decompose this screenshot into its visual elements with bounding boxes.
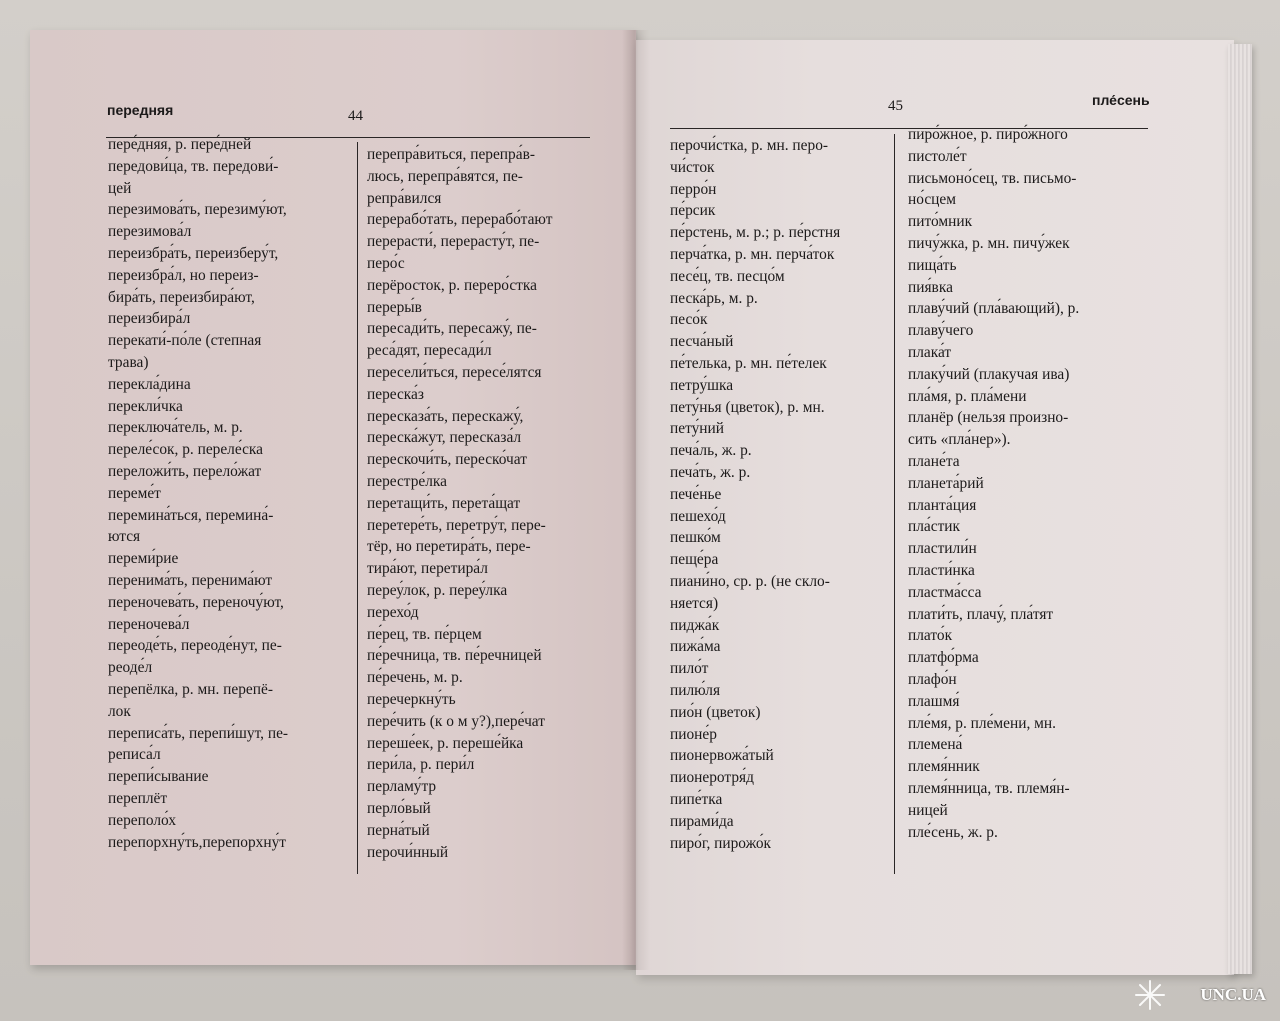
dictionary-line: перезимова́л: [108, 223, 192, 241]
dictionary-line: перепёлка, р. мн. перепё-: [108, 680, 273, 698]
dictionary-line: перо́с: [367, 254, 405, 272]
dictionary-line: переры́в: [367, 298, 422, 316]
book-spine-shadow: [622, 30, 650, 970]
dictionary-line: перламу́тр: [367, 778, 437, 796]
dictionary-line: перетащи́ть, перета́щат: [367, 494, 521, 512]
dictionary-line: пиро́жное, р. пиро́жного: [908, 126, 1068, 143]
dictionary-line: цей: [108, 179, 132, 197]
dictionary-line: переле́сок, р. переле́ска: [108, 441, 263, 459]
dictionary-line: перепи́сывание: [108, 768, 209, 786]
dictionary-line: пистоле́т: [908, 147, 967, 165]
dictionary-line: племена́: [908, 736, 963, 754]
dictionary-line: пилю́ля: [670, 681, 721, 699]
dictionary-line: плати́ть, плачу́, пла́тят: [908, 605, 1054, 623]
dictionary-line: перло́вый: [367, 799, 431, 817]
dictionary-line: планёр (нельзя произно-: [908, 409, 1069, 427]
dictionary-line: пла́стик: [908, 518, 961, 536]
dictionary-line: репра́вился: [367, 189, 442, 207]
dictionary-line: письмоно́сец, тв. письмо-: [908, 169, 1077, 187]
dictionary-line: перерабо́тать, перерабо́тают: [367, 211, 553, 229]
dictionary-line: пе́рсик: [670, 202, 716, 220]
dictionary-line: перёросток, р. переро́стка: [367, 276, 537, 294]
dictionary-line: пересади́ть, пересажу́, пе-: [367, 320, 537, 338]
dictionary-line: пеще́ра: [670, 551, 719, 569]
dictionary-line: тира́ют, перетира́л: [367, 560, 488, 578]
dictionary-line: пионеротря́д: [670, 769, 754, 787]
dictionary-line: печа́ль, ж. р.: [670, 442, 752, 460]
dictionary-line: ницей: [908, 801, 948, 819]
dictionary-line: племя́нник: [908, 758, 980, 776]
right-page-number: 45: [888, 98, 903, 114]
left-column-divider: [357, 142, 358, 874]
dictionary-line: пету́нья (цветок), р. мн.: [670, 398, 825, 416]
dictionary-line: перча́тка, р. мн. перча́ток: [670, 245, 835, 263]
dictionary-line: пету́ний: [670, 420, 724, 438]
dictionary-line: перепра́виться, перепра́в-: [367, 146, 535, 163]
left-page-number: 44: [348, 108, 363, 124]
dictionary-line: перетере́ть, перетру́т, пере-: [367, 516, 546, 534]
dictionary-line: плато́к: [908, 627, 953, 645]
dictionary-line: переоде́ть, переоде́нут, пе-: [108, 637, 282, 655]
dictionary-line: пластили́н: [908, 540, 977, 558]
dictionary-line: петру́шка: [670, 376, 734, 394]
dictionary-line: реоде́л: [108, 659, 153, 677]
left-page: [30, 30, 636, 965]
dictionary-line: планта́ция: [908, 496, 977, 514]
dictionary-line: перекати́-по́ле (степная: [108, 332, 262, 350]
dictionary-line: перезимова́ть, перезиму́ют,: [108, 201, 287, 219]
dictionary-line: пла́мя, р. пла́мени: [908, 387, 1027, 405]
dictionary-line: пешко́м: [670, 529, 721, 547]
dictionary-line: плане́та: [908, 452, 960, 470]
dictionary-line: пле́сень, ж. р.: [908, 823, 998, 841]
right-column-1: [670, 135, 892, 854]
dictionary-line: лок: [108, 702, 131, 720]
dictionary-line: перро́н: [670, 180, 717, 198]
dictionary-line: переключа́тель, м. р.: [108, 419, 243, 437]
dictionary-line: перна́тый: [367, 821, 430, 839]
watermark-star-icon: [1134, 979, 1166, 1011]
dictionary-line: трава): [108, 353, 149, 371]
dictionary-line: перерасти́, перерасту́т, пе-: [367, 233, 540, 251]
dictionary-line: пересели́ться, пересе́лятся: [367, 363, 542, 381]
dictionary-line: переизбира́л: [108, 310, 191, 328]
dictionary-line: переми́рие: [108, 550, 179, 568]
dictionary-line: пе́рстень, м. р.; р. пе́рстня: [670, 224, 841, 242]
dictionary-line: планета́рий: [908, 474, 984, 492]
dictionary-line: песе́ц, тв. песцо́м: [670, 267, 785, 285]
dictionary-line: реписа́л: [108, 746, 161, 764]
dictionary-line: плаку́чий (плакучая ива): [908, 365, 1070, 383]
dictionary-line: пио́н (цветок): [670, 703, 761, 721]
right-column-divider: [894, 134, 895, 874]
dictionary-line: ются: [108, 528, 141, 546]
dictionary-line: пионе́р: [670, 725, 717, 743]
dictionary-line: пирами́да: [670, 812, 734, 830]
dictionary-line: пе́телька, р. мн. пе́телек: [670, 354, 827, 372]
dictionary-line: пионервожа́тый: [670, 747, 774, 765]
right-running-head: пле́сень: [1092, 92, 1150, 108]
dictionary-line: перехо́д: [367, 603, 419, 621]
right-column-2: [908, 124, 1152, 843]
dictionary-line: переска́жут, пересказа́л: [367, 429, 522, 447]
dictionary-line: но́сцем: [908, 191, 956, 209]
dictionary-line: переплёт: [108, 789, 168, 807]
dictionary-line: люсь, перепра́вятся, пе-: [367, 167, 523, 185]
dictionary-line: переме́т: [108, 484, 161, 502]
dictionary-line: плафо́н: [908, 670, 957, 688]
dictionary-line: пиро́г, пирожо́к: [670, 834, 772, 852]
dictionary-line: переложи́ть, перело́жат: [108, 462, 262, 480]
dictionary-line: чи́сток: [670, 158, 715, 176]
dictionary-line: плака́т: [908, 343, 952, 361]
dictionary-line: пере́чить (к о м у?),пере́чат: [367, 712, 545, 730]
dictionary-line: пласти́нка: [908, 561, 975, 579]
dictionary-line: плашмя́: [908, 692, 960, 710]
dictionary-line: пито́мник: [908, 213, 973, 231]
dictionary-line: пешехо́д: [670, 507, 726, 525]
dictionary-line: няется): [670, 594, 719, 612]
dictionary-line: перекли́чка: [108, 397, 183, 415]
dictionary-line: пече́нье: [670, 485, 722, 503]
dictionary-line: сить «пла́нер»).: [908, 431, 1011, 449]
dictionary-line: пересказа́ть, перескажу́,: [367, 407, 524, 425]
dictionary-line: пиани́но, ср. р. (не скло-: [670, 572, 830, 590]
dictionary-line: пе́речница, тв. пе́речницей: [367, 647, 542, 665]
dictionary-line: пластма́сса: [908, 583, 982, 601]
dictionary-line: племя́нница, тв. племя́н-: [908, 779, 1070, 797]
dictionary-line: переночева́л: [108, 615, 190, 633]
dictionary-line: плаву́чий (пла́вающий), р.: [908, 300, 1080, 318]
dictionary-line: перепорхну́ть,перепорхну́т: [108, 833, 287, 851]
left-running-head: передняя: [107, 102, 174, 118]
watermark-text: UNC.UA: [1200, 985, 1266, 1004]
dictionary-line: переписа́ть, перепи́шут, пе-: [108, 724, 289, 742]
dictionary-line: платфо́рма: [908, 649, 979, 667]
dictionary-line: перочи́стка, р. мн. перо-: [670, 137, 829, 154]
dictionary-line: пери́ла, р. пери́л: [367, 756, 475, 774]
dictionary-line: песо́к: [670, 311, 708, 329]
dictionary-line: пе́речень, м. р.: [367, 669, 463, 687]
dictionary-line: переночева́ть, переночу́ют,: [108, 593, 284, 611]
dictionary-line: переше́ек, р. переше́йка: [367, 734, 524, 752]
dictionary-line: передови́ца, тв. передови́-: [108, 157, 279, 175]
dictionary-line: пиджа́к: [670, 616, 720, 634]
dictionary-line: бира́ть, переизбира́ют,: [108, 288, 255, 306]
dictionary-line: тёр, но перетира́ть, пере-: [367, 538, 531, 556]
dictionary-line: переполо́х: [108, 811, 177, 829]
dictionary-line: перечеркну́ть: [367, 690, 456, 708]
dictionary-line: перемина́ться, перемина́-: [108, 506, 274, 524]
dictionary-line: плаву́чего: [908, 322, 974, 340]
dictionary-line: перочи́нный: [367, 843, 449, 861]
dictionary-line: пило́т: [670, 660, 709, 678]
dictionary-line: пипе́тка: [670, 790, 723, 808]
dictionary-line: песча́ный: [670, 333, 734, 351]
dictionary-line: пле́мя, р. пле́мени, мн.: [908, 714, 1056, 732]
right-page: [636, 40, 1234, 975]
dictionary-line: перенима́ть, перенима́ют: [108, 571, 273, 589]
dictionary-line: переу́лок, р. переу́лка: [367, 581, 508, 599]
dictionary-line: пичу́жка, р. мн. пичу́жек: [908, 234, 1070, 252]
left-column-2: [367, 144, 595, 863]
dictionary-line: пижа́ма: [670, 638, 721, 656]
dictionary-line: переизбра́л, но переиз-: [108, 266, 259, 284]
dictionary-line: перескочи́ть, переско́чат: [367, 451, 527, 469]
dictionary-line: песка́рь, м. р.: [670, 289, 758, 307]
dictionary-line: переска́з: [367, 385, 424, 403]
left-column-1: [108, 134, 354, 853]
dictionary-line: перекла́дина: [108, 375, 191, 393]
dictionary-line: реса́дят, пересади́л: [367, 342, 492, 360]
dictionary-line: пе́рец, тв. пе́рцем: [367, 625, 482, 643]
page-edges: [1228, 44, 1252, 974]
dictionary-line: пере́дняя, р. пере́дней: [108, 136, 252, 153]
dictionary-line: перестре́лка: [367, 472, 448, 490]
dictionary-line: переизбра́ть, переизберу́т,: [108, 244, 279, 262]
dictionary-line: пия́вка: [908, 278, 953, 296]
dictionary-line: пища́ть: [908, 256, 957, 274]
dictionary-line: печа́ть, ж. р.: [670, 463, 751, 481]
